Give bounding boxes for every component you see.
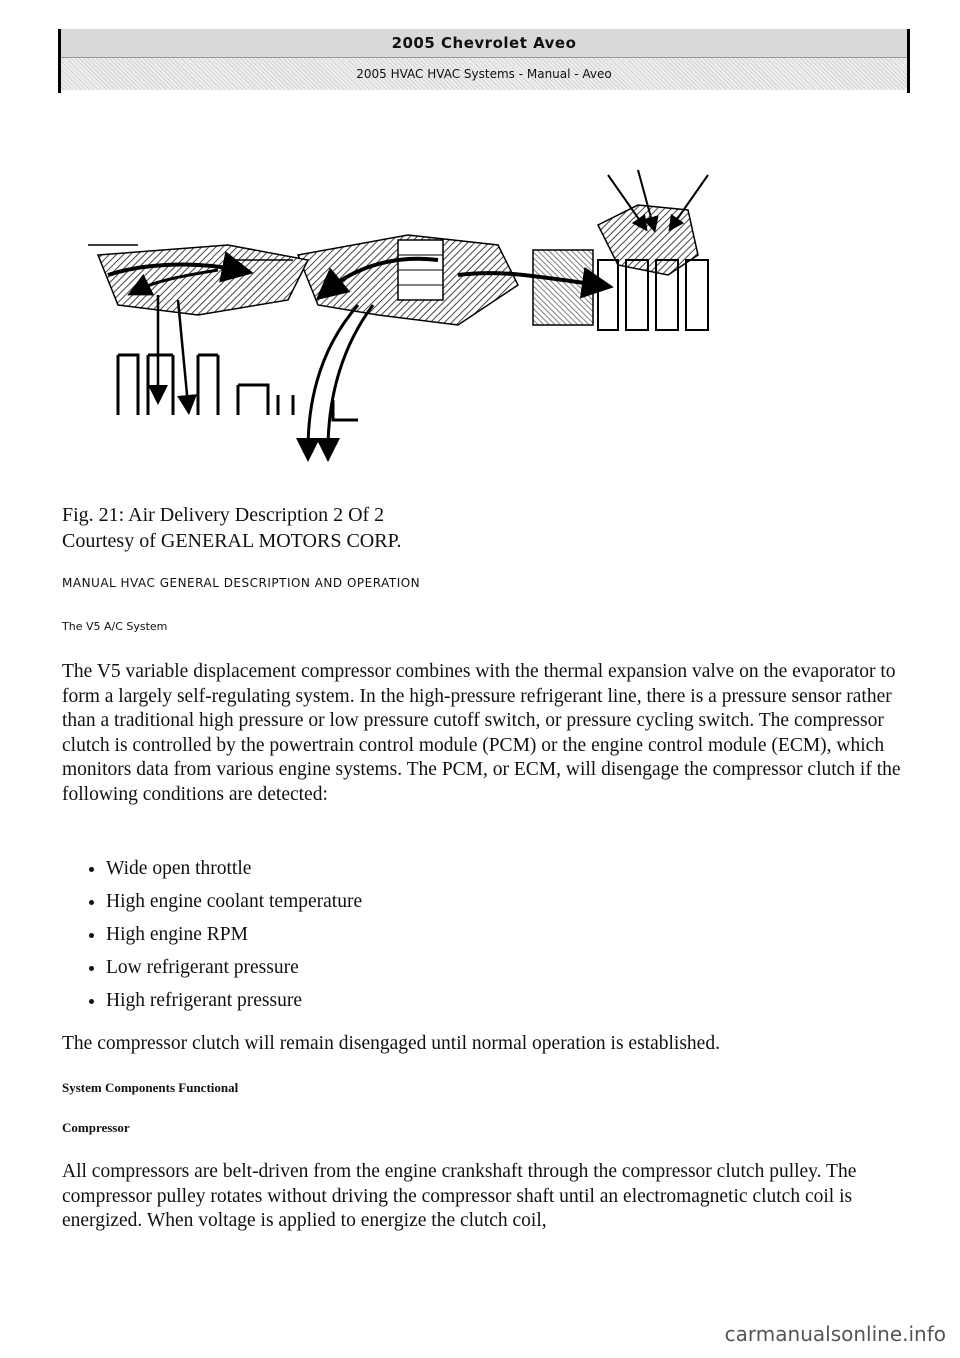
list-item: • Low refrigerant pressure — [106, 951, 362, 984]
page-header — [58, 29, 910, 93]
list-item: • High engine coolant temperature — [106, 885, 362, 918]
intro-paragraph: The V5 variable displacement compressor combines with the thermal expansion valve on the evaporator to form a largely self-regulating system. In the high-pressure refrigerant line, there is a pressure sensor rather than a traditional high pressure or low pressure cutoff switch, or pressure cycling switch. The compressor clutch is controlled by the powertrain control module (PCM) or the engine control module (ECM), which monitors data from various engine systems. The PCM, or ECM, will disengage the compressor clutch if the following conditions are detected: — [62, 661, 901, 805]
figure-caption: Fig. 21: Air Delivery Description 2 Of 2 — [62, 504, 385, 526]
figure-courtesy: Courtesy of GENERAL MOTORS CORP. — [62, 530, 402, 552]
list-item: • Wide open throttle — [106, 852, 362, 885]
section-heading: MANUAL HVAC GENERAL DESCRIPTION AND OPERATION — [62, 576, 421, 590]
compressor-heading: Compressor — [62, 1120, 130, 1135]
section-subheading: The V5 A/C System — [62, 620, 168, 633]
watermark: carmanualsonline.info — [724, 1322, 946, 1346]
list-item: • High engine RPM — [106, 918, 362, 951]
closing-paragraph: The compressor clutch will remain disengaged until normal operation is established. — [62, 1033, 720, 1054]
header-title: 2005 Chevrolet Aveo — [61, 29, 907, 58]
header-subtitle: 2005 HVAC HVAC Systems - Manual - Aveo — [61, 58, 907, 90]
components-heading: System Components Functional — [62, 1080, 239, 1095]
compressor-paragraph: All compressors are belt-driven from the engine crankshaft through the compressor clutch pulley. The compressor pulley rotates without driving the compressor shaft until an electromagnetic clutch coil is energized. When voltage is applied to energize the clutch coil, — [62, 1161, 857, 1231]
list-item: • High refrigerant pressure — [106, 984, 362, 1017]
condition-list — [88, 852, 362, 1017]
air-delivery-diagram — [78, 165, 718, 465]
